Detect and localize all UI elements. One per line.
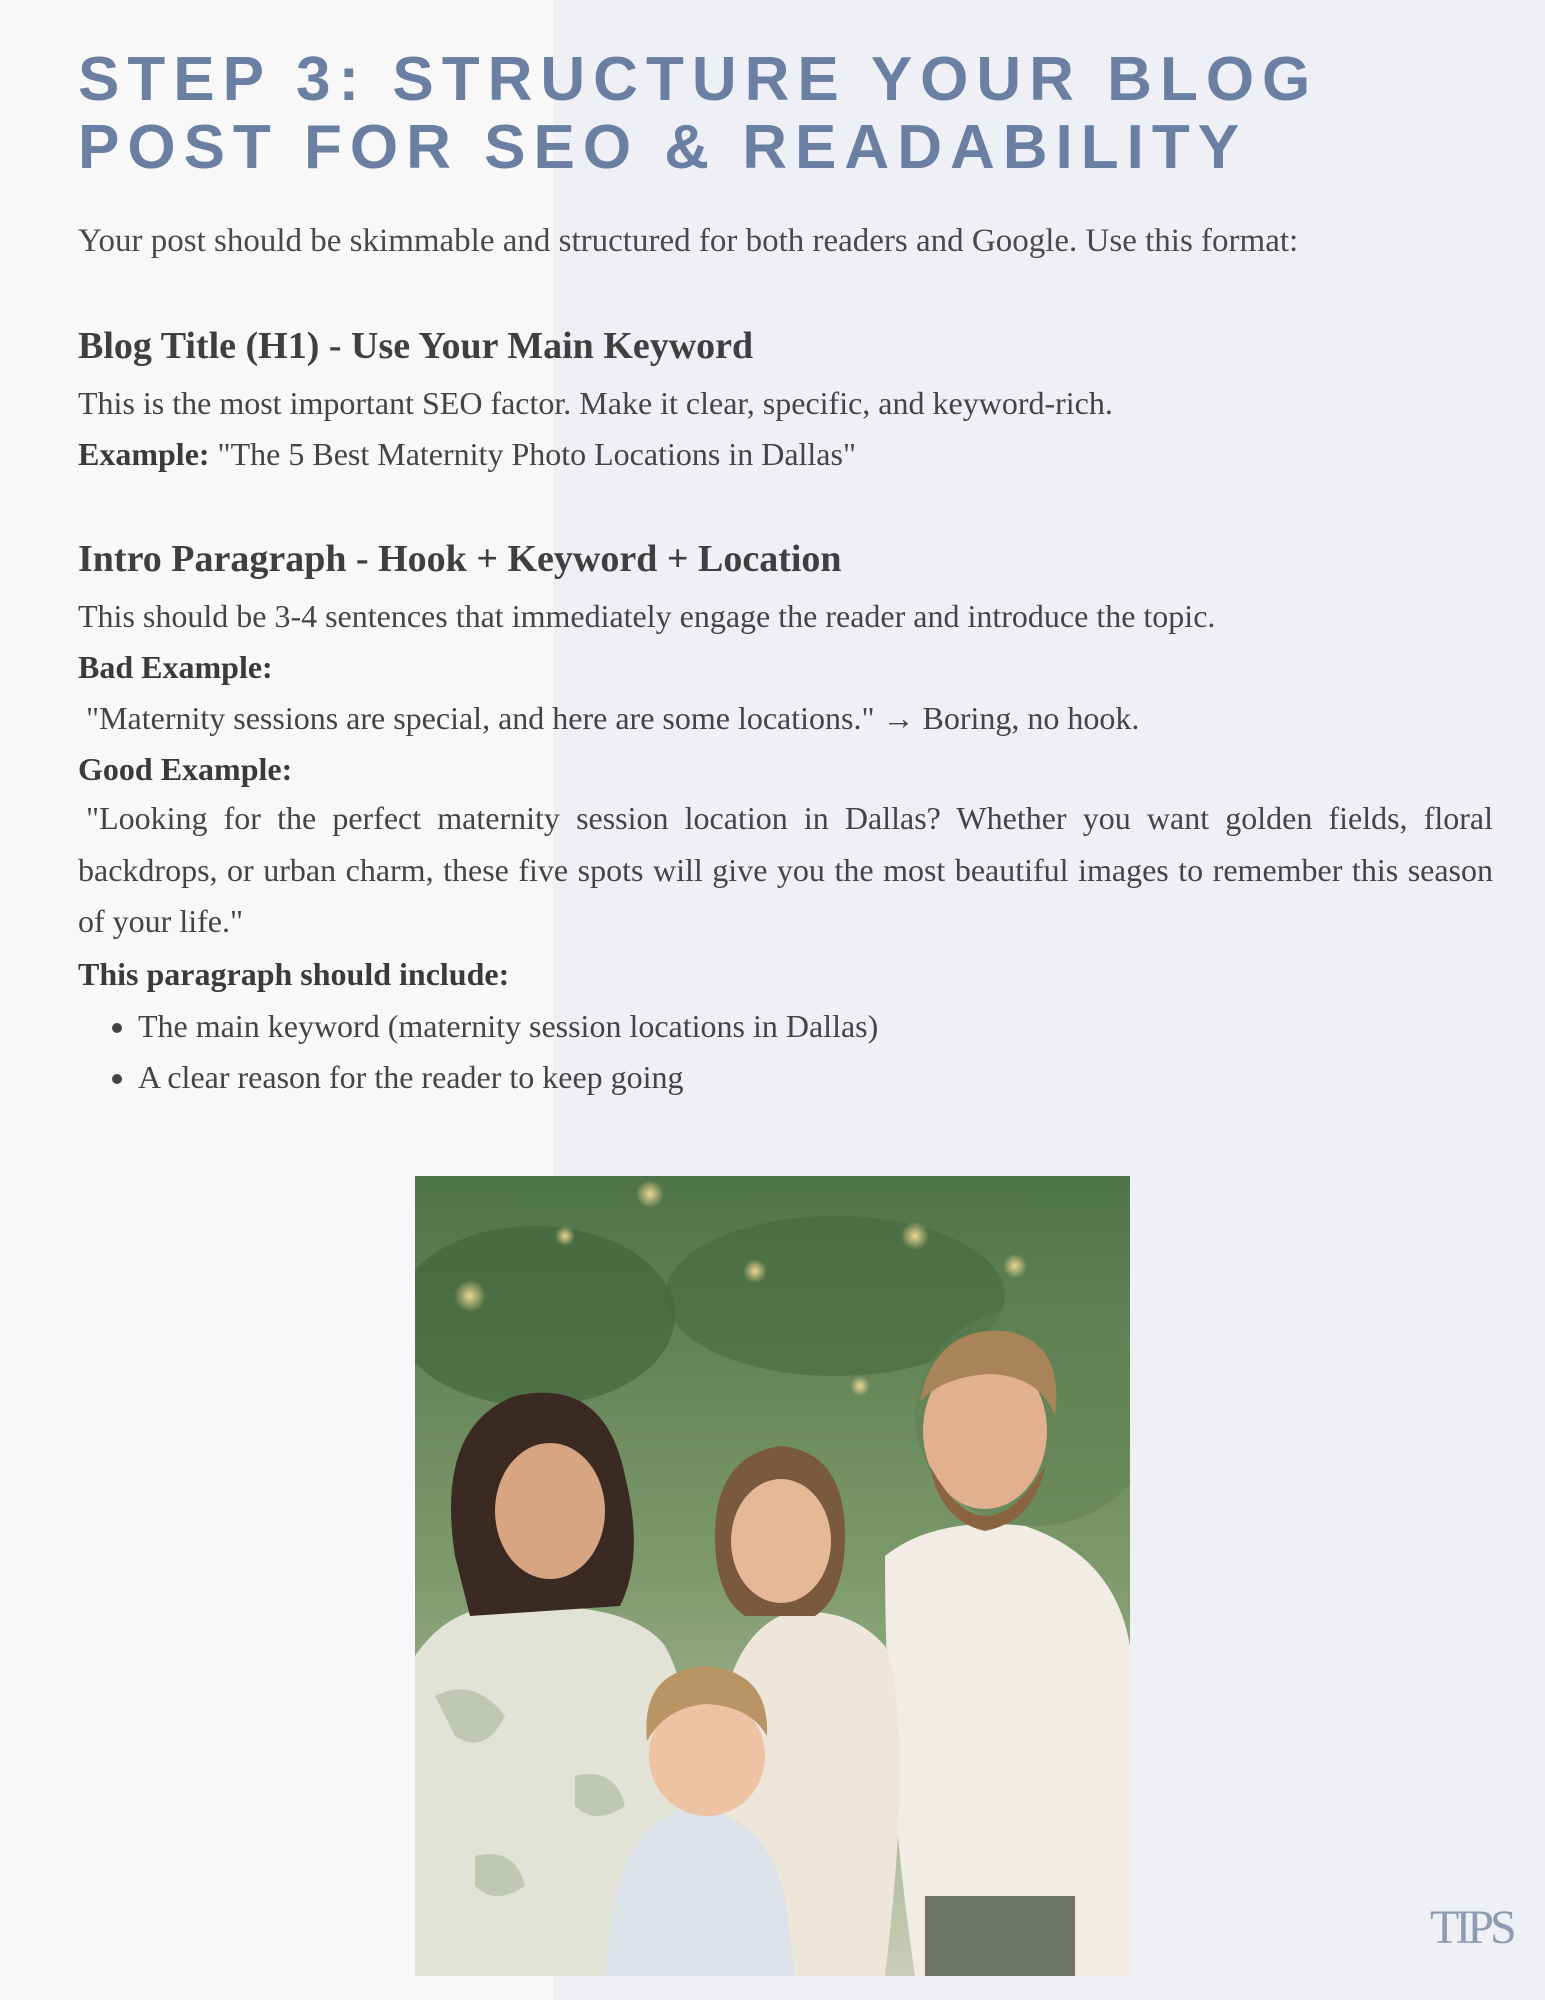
section-body-blog-title: This is the most important SEO factor. Make it clear, specific, and keyword-rich.: [78, 385, 1113, 421]
example-line: [78, 432, 856, 476]
example-text: "The 5 Best Maternity Photo Locations in Dallas": [209, 436, 857, 472]
list-item: • The main keyword (maternity session locations in Dallas): [138, 1001, 878, 1052]
intro-text: Your post should be skimmable and structured for both readers and Google. Use this format:: [78, 223, 1299, 259]
section-body-intro-paragraph: This should be 3-4 sentences that immediately engage the reader and introduce the topic.: [78, 598, 1216, 634]
include-list: [78, 1001, 878, 1103]
page-title: [78, 46, 1318, 182]
bad-example-text: "Maternity sessions are special, and here are some locations." → Boring, no hook.: [86, 700, 1140, 736]
tips-logo: TIPS: [1430, 1901, 1513, 1954]
family-photo: [415, 1176, 1130, 1976]
list-item: • A clear reason for the reader to keep going: [138, 1052, 878, 1103]
bad-example-label: Bad Example:: [78, 649, 273, 685]
good-example-text: "Looking for the perfect maternity session location in Dallas? Whether you want golden fields, floral backdrops, or urban charm, these five spots will give you the most beautiful images to remember this season of your life.": [78, 800, 1493, 939]
page-title-line-2: POST FOR SEO & READABILITY: [78, 113, 1248, 182]
section-heading-blog-title: Blog Title (H1) - Use Your Main Keyword: [78, 325, 754, 367]
include-label: This paragraph should include:: [78, 956, 510, 992]
page-title-line-1: STEP 3: STRUCTURE YOUR BLOG: [78, 45, 1319, 114]
good-example-label: Good Example:: [78, 751, 293, 787]
family-photo-illustration: [415, 1176, 1130, 1976]
section-heading-intro-paragraph: Intro Paragraph - Hook + Keyword + Location: [78, 538, 842, 580]
example-label: Example:: [78, 436, 210, 472]
